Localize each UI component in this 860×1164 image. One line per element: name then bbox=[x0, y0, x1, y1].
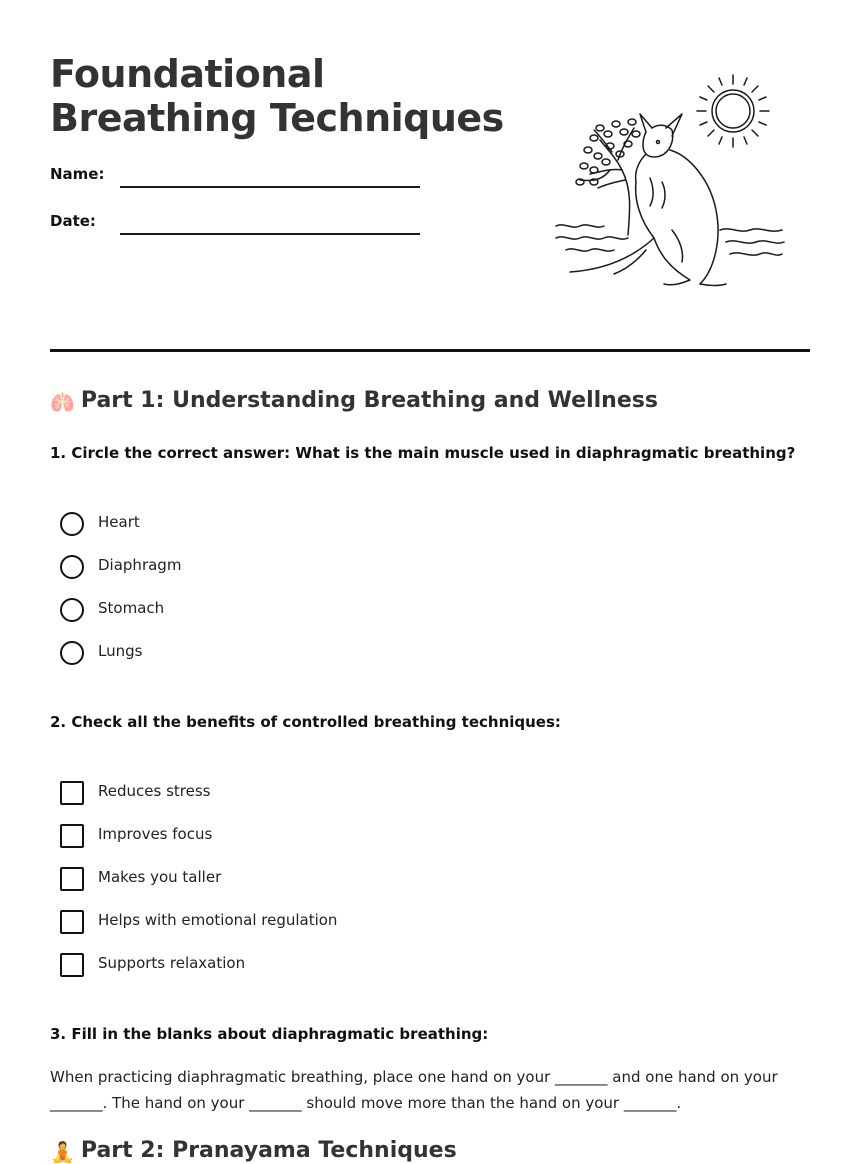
q1-option-heart[interactable] bbox=[60, 512, 660, 538]
option-label: Supports relaxation bbox=[98, 954, 246, 972]
q2-option-supports-relaxation[interactable] bbox=[60, 953, 660, 979]
meditation-icon: 🧘 bbox=[50, 1140, 75, 1164]
radio-circle-icon[interactable] bbox=[60, 512, 84, 536]
fill-in-blanks-text[interactable]: When practicing diaphragmatic breathing, place one hand on your _______ and one hand on your _______. The hand on your _______ should move more than the hand on your _______. bbox=[50, 1068, 778, 1112]
lungs-icon: 🫁 bbox=[50, 390, 75, 414]
q2-option-emotional-regulation[interactable] bbox=[60, 910, 660, 936]
option-label: Makes you taller bbox=[98, 868, 222, 886]
option-label: Lungs bbox=[98, 642, 143, 660]
part2-title: Part 2: Pranayama Techniques bbox=[80, 1138, 457, 1163]
name-label: Name: bbox=[50, 165, 105, 183]
q2-option-makes-taller[interactable] bbox=[60, 867, 660, 893]
option-label: Heart bbox=[98, 513, 140, 531]
question-3: 3. Fill in the blanks about diaphragmatic breathing: bbox=[50, 1025, 489, 1043]
q1-option-lungs[interactable] bbox=[60, 641, 660, 667]
tree-icon bbox=[576, 119, 640, 235]
date-label: Date: bbox=[50, 212, 96, 230]
q2-option-reduces-stress[interactable] bbox=[60, 781, 660, 807]
option-label: Helps with emotional regulation bbox=[98, 911, 338, 929]
part2-heading bbox=[50, 1138, 457, 1164]
date-blank-line[interactable] bbox=[120, 233, 420, 235]
option-label: Stomach bbox=[98, 599, 165, 617]
sun-icon bbox=[697, 75, 769, 147]
worksheet-title: Foundational Breathing Techniques bbox=[50, 52, 504, 140]
header-divider bbox=[50, 349, 810, 352]
part1-heading bbox=[50, 388, 658, 414]
checkbox-icon[interactable] bbox=[60, 824, 84, 848]
radio-circle-icon[interactable] bbox=[60, 598, 84, 622]
radio-circle-icon[interactable] bbox=[60, 641, 84, 665]
checkbox-icon[interactable] bbox=[60, 781, 84, 805]
checkbox-icon[interactable] bbox=[60, 867, 84, 891]
kangaroo-icon bbox=[570, 114, 726, 286]
water-waves bbox=[556, 225, 784, 255]
q1-option-diaphragm[interactable] bbox=[60, 555, 660, 581]
kangaroo-illustration bbox=[550, 70, 790, 295]
question-2: 2. Check all the benefits of controlled breathing techniques: bbox=[50, 713, 561, 731]
option-label: Diaphragm bbox=[98, 556, 182, 574]
checkbox-icon[interactable] bbox=[60, 910, 84, 934]
name-field[interactable] bbox=[50, 165, 420, 189]
name-blank-line[interactable] bbox=[120, 186, 420, 188]
checkbox-icon[interactable] bbox=[60, 953, 84, 977]
option-label: Reduces stress bbox=[98, 782, 211, 800]
q2-option-improves-focus[interactable] bbox=[60, 824, 660, 850]
part1-title: Part 1: Understanding Breathing and Wellness bbox=[80, 388, 658, 413]
question-1: 1. Circle the correct answer: What is the main muscle used in diaphragmatic breathing? bbox=[50, 444, 796, 462]
date-field[interactable] bbox=[50, 212, 420, 236]
option-label: Improves focus bbox=[98, 825, 213, 843]
q1-option-stomach[interactable] bbox=[60, 598, 660, 624]
radio-circle-icon[interactable] bbox=[60, 555, 84, 579]
